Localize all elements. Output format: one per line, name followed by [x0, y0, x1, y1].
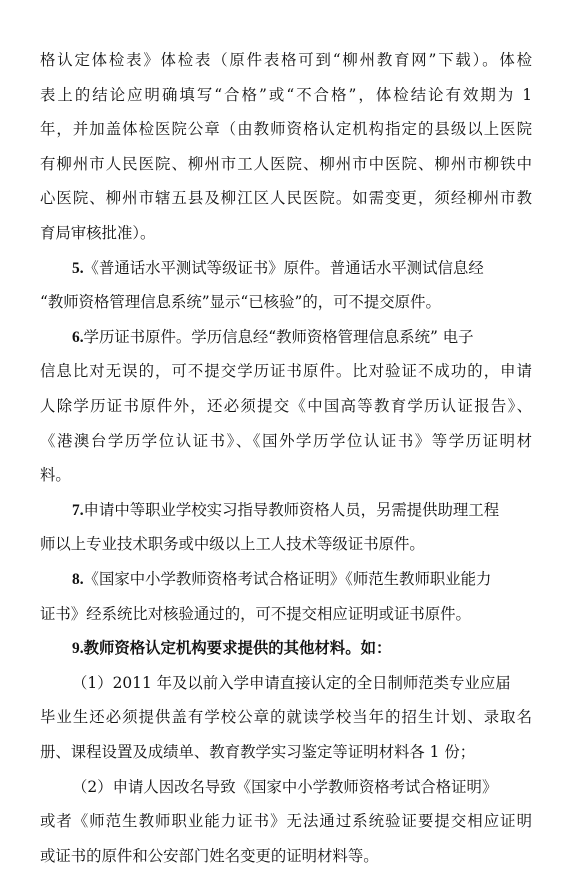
item-text: 教师资格认定机构要求提供的其他材料。如： — [83, 639, 392, 658]
item-6-line: 料。 — [40, 466, 71, 485]
sub-item-2-line: 或证书的原件和公安部门姓名变更的证明材料等。 — [40, 846, 379, 865]
paragraph-line: 育局审核批准）。 — [40, 224, 156, 242]
item-6-line: 人除学历证书原件外，还必须提交《中国高等教育学历认证报告》、 — [40, 397, 532, 415]
item-8 — [72, 563, 532, 595]
paragraph-line: 格认定体检表》体检表（原件表格可到“柳州教育网”下载）。体检 — [40, 51, 532, 69]
item-6-line: 《港澳台学历学位认证书》、《国外学历学位认证书》等学历证明材 — [40, 431, 532, 450]
item-number: 7. — [72, 501, 84, 519]
item-number: 8. — [72, 571, 84, 588]
paragraph-line: 表上的结论应明确填写“合格”或“不合格”，体检结论有效期为 1 — [40, 85, 532, 104]
item-8-line: 证书》经系统比对核验通过的，可不提交相应证明或证书原件。 — [40, 604, 471, 623]
item-6 — [72, 321, 532, 353]
sub-item-1: （1）2011 年及以前入学申请直接认定的全日制师范类专业应届 — [72, 673, 511, 692]
item-5-line: “教师资格管理信息系统”显示“已核验”的，可不提交原件。 — [40, 293, 441, 312]
paragraph-line: 心医院、柳州市辖五县及柳江区人民医院。如需变更，须经柳州市教 — [40, 189, 532, 208]
item-9 — [72, 632, 532, 664]
sub-item-2-line: 或者《师范生教师职业能力证书》无法通过系统验证要提交相应证明 — [40, 812, 532, 831]
item-7-line: 师以上专业技术职务或中级以上工人技术等级证书原件。 — [40, 535, 425, 554]
item-text: 学历证书原件。学历信息经“教师资格管理信息系统” 电子 — [83, 327, 474, 346]
item-6-line: 信息比对无误的，可不提交学历证书原件。比对验证不成功的，申请 — [40, 362, 532, 381]
sub-item-1-line: 毕业生还必须提供盖有学校公章的就读学校当年的招生计划、录取名 — [40, 708, 532, 727]
sub-item-2: （2）申请人因改名导致《国家中小学教师资格考试合格证明》 — [72, 777, 498, 796]
item-number: 9. — [72, 640, 84, 658]
item-7 — [72, 494, 532, 526]
item-text: 《国家中小学教师资格考试合格证明》《师范生教师职业能力 — [83, 570, 492, 588]
item-5 — [72, 252, 532, 284]
paragraph-line: 有柳州市人民医院、柳州市工人医院、柳州市中医院、柳州市柳铁中 — [40, 154, 532, 173]
item-text: 申请中等职业学校实习指导教师资格人员，另需提供助理工程 — [83, 500, 500, 519]
item-text: 《普通话水平测试等级证书》原件。普通话水平测试信息经 — [83, 258, 484, 277]
paragraph-line: 年，并加盖体检医院公章（由教师资格认定机构指定的县级以上医院 — [40, 120, 532, 139]
sub-item-1-line: 册、课程设置及成绩单、教育教学实习鉴定等证明材料各 1 份； — [40, 743, 476, 761]
item-number: 5. — [72, 259, 84, 277]
item-number: 6. — [72, 328, 84, 346]
